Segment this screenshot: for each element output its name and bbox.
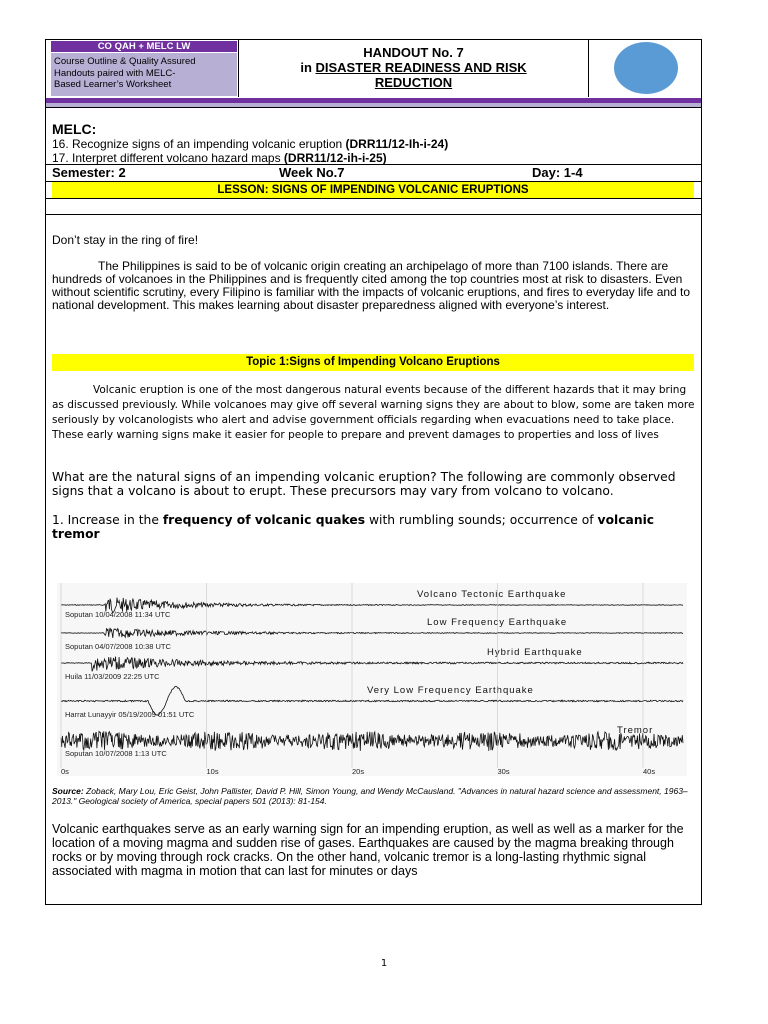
handout-number: HANDOUT No. 7	[363, 45, 464, 60]
divider-line	[46, 164, 701, 165]
handout-title-block	[239, 40, 588, 97]
source-citation	[52, 786, 697, 806]
time-tick-label: 30s	[497, 767, 510, 776]
trace-label: Tremor	[617, 725, 654, 736]
page-number: 1	[380, 958, 388, 969]
divider-line	[46, 198, 701, 199]
time-tick-label: 0s	[61, 767, 69, 776]
in-word: in	[300, 60, 316, 75]
course-info-box	[51, 40, 239, 97]
course-line-2: Handouts paired with MELC-	[54, 67, 176, 79]
time-tick-label: 10s	[206, 767, 219, 776]
trace-label: Very Low Frequency Earthquake	[367, 685, 534, 696]
trace-caption: Huila 11/03/2009 22:25 UTC	[65, 672, 160, 681]
trace-caption: Harrat Lunayyir 05/19/2009 01:51 UTC	[65, 710, 195, 719]
sign-1-c: with rumbling sounds; occurrence of	[365, 513, 598, 527]
melc-item-2	[52, 151, 387, 165]
sign-1	[52, 513, 702, 541]
time-tick-label: 20s	[352, 767, 365, 776]
signs-question: What are the natural signs of an impending volcanic eruption? The following are commonly observed signs that a volcano is about to erupt. These precursors may vary from volcano to volcano.	[52, 470, 676, 498]
sign-1-a: 1. Increase in the	[52, 513, 163, 527]
week-number: Week No.7	[279, 165, 345, 180]
melc-title: MELC:	[52, 121, 97, 137]
divider-line	[46, 214, 701, 215]
lesson-title: LESSON: SIGNS OF IMPENDING VOLCANIC ERUPTIONS	[52, 182, 694, 198]
source-label: Source:	[52, 786, 84, 796]
seismogram-trace	[61, 628, 683, 638]
seismogram-figure	[57, 583, 687, 776]
intro-tagline: Don’t stay in the ring of fire!	[52, 233, 199, 247]
subject-line-2: REDUCTION	[374, 75, 453, 90]
trace-caption: Soputan 04/07/2008 10:38 UTC	[65, 642, 171, 651]
melc-item-2-code: (DRR11/12-ih-i-25)	[283, 151, 387, 165]
trace-caption: Soputan 10/04/2008 11:34 UTC	[65, 610, 171, 619]
course-description	[51, 53, 237, 96]
trace-caption: Soputan 10/07/2008 1:13 UTC	[65, 749, 167, 758]
coqah-badge: CO QAH + MELC LW	[51, 41, 237, 52]
melc-item-2-text: 17. Interpret different volcano hazard maps	[52, 151, 284, 165]
closing-paragraph: Volcanic earthquakes serve as an early warning sign for an impending eruption, as well as well as a marker for the location of a moving magma and sudden rise of gases. Earthquakes are caused by the magma breaking through rocks or by moving through rock cracks. On the other hand, volcanic tremor is a long-lasting rhythmic signal associated with magma in motion that can last for minutes or days	[52, 822, 684, 878]
intro-paragraph: The Philippines is said to be of volcanic origin creating an archipelago of more than 7100 islands. There are hundreds of volcanoes in the Philippines and is frequently cited among the top countries most at risk to disasters. Even without scientific scrutiny, every Filipino is familiar with the impacts of volcanic eruptions, and fires to everyday life and to national development. This makes learning about disaster preparedness aligned with everyone’s interest.	[52, 259, 691, 312]
source-text: Zoback, Mary Lou, Eric Geist, John Pallister, David P. Hill, Simon Young, and Wendy McCausland. "Advances in natural hazard science and assessment, 1963–2013." Geological society of America, special papers 501 (2013): 81-154.	[52, 786, 688, 806]
logo-box	[588, 40, 702, 97]
time-tick-label: 40s	[643, 767, 656, 776]
sign-1-b: frequency of volcanic quakes	[162, 513, 366, 527]
logo-circle-icon	[614, 42, 678, 94]
melc-item-1	[52, 137, 448, 151]
topic-1-title: Topic 1:Signs of Impending Volcano Eruptions	[52, 354, 694, 371]
day-range: Day: 1-4	[532, 165, 583, 180]
melc-item-1-text: 16. Recognize signs of an impending volcanic eruption	[52, 137, 346, 151]
trace-label: Volcano Tectonic Earthquake	[417, 589, 567, 600]
handout-frame	[45, 39, 702, 905]
topic-1-paragraph: Volcanic eruption is one of the most dangerous natural events because of the different hazards that it may bring as discussed previously. While volcanoes may give off several warning signs they are about to blow, some are taken more seriously by volcanologists who alert and advise government officials regarding when evacuations need to take place. These early warning signs make it easier for people to prepare and prevent damages to properties and loss of lives	[52, 384, 695, 441]
course-line-3: Based Learner’s Worksheet	[54, 79, 172, 90]
handout-header	[46, 40, 701, 98]
seismogram-trace	[61, 657, 683, 672]
course-line-1: Course Outline & Quality Assured	[54, 56, 196, 67]
seismogram-trace	[61, 731, 683, 751]
semester: Semester: 2	[52, 165, 126, 180]
divider-line	[46, 107, 701, 108]
subject-line-1: DISASTER READINESS AND RISK	[315, 60, 527, 75]
subject-title	[239, 60, 588, 75]
seismogram-svg	[57, 583, 687, 776]
melc-item-1-code: (DRR11/12-Ih-i-24)	[345, 137, 449, 151]
sign-1-d: volcanic tremor	[52, 513, 655, 541]
trace-label: Low Frequency Earthquake	[427, 617, 568, 628]
trace-label: Hybrid Earthquake	[487, 647, 583, 658]
